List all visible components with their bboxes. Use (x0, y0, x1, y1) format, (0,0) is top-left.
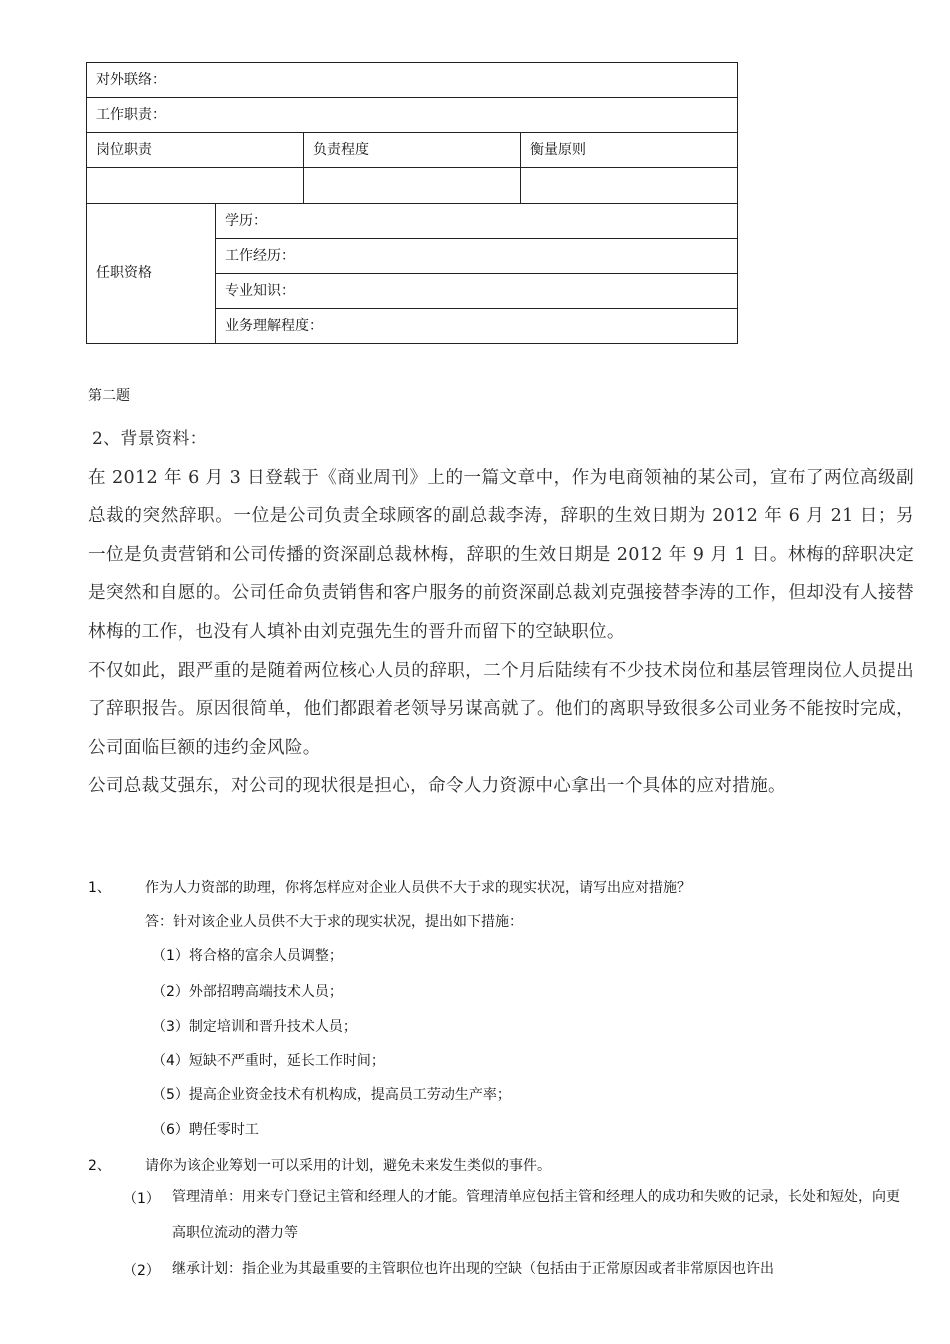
job-description-table (86, 62, 738, 344)
answer-item: （1）将合格的富余人员调整； (152, 948, 343, 964)
plan-number: （1） (123, 1191, 160, 1207)
qualification-experience: 工作经历： (216, 238, 738, 273)
qualification-label-cell: 任职资格 (87, 203, 216, 344)
answer-item: （2）外部招聘高端技术人员； (152, 984, 343, 1000)
question-text: 作为人力资部的助理，你将怎样应对企业人员供不大于求的现实状况，请写出应对措施？ (145, 880, 691, 896)
question-text: 请你为该企业筹划一可以采用的计划，避免未来发生类似的事件。 (145, 1158, 551, 1174)
answer-item: （4）短缺不严重时，延长工作时间； (152, 1053, 385, 1069)
col-responsibility-header: 负责程度 (304, 133, 521, 168)
plan-text: 继承计划：指企业为其最重要的主管职位也许出现的空缺（包括由于正常原因或者非常原因也许出 (172, 1261, 774, 1277)
duties-header-cell: 工作职责： (87, 98, 738, 133)
background-title: 2、背景资料： (92, 429, 207, 449)
background-paragraph: 在 2012 年 6 月 3 日登载于《商业周刊》上的一篇文章中，作为电商领袖的某公司，宣布了两位高级副总裁的突然辞职。一位是公司负责全球顾客的副总裁李涛，辞职的生效日期为 2012 年 6 月 21 日；另一位是负责营销和公司传播的资深副总裁林梅，辞职的生效日期是 2012 年 9 月 1 日。林梅的辞职决定是突然和自愿的。公司任命负责销售和客户服务的前资深副总裁刘克强接替李涛的工作，但却没有人接替林梅的工作，也没有人填补由刘克强先生的晋升而留下的空缺职位。 (88, 467, 914, 642)
section-title: 第二题 (88, 388, 130, 404)
background-paragraph: 不仅如此，跟严重的是随着两位核心人员的辞职，二个月后陆续有不少技术岗位和基层管理岗位人员提出了辞职报告。原因很简单，他们都跟着老领导另谋高就了。他们的离职导致很多公司业务不能按时完成，公司面临巨额的违约金风险。 (88, 660, 914, 758)
plan-text: 管理清单：用来专门登记主管和经理人的才能。管理清单应包括主管和经理人的成功和失败的记录，长处和短处，向更高职位流动的潜力等 (172, 1189, 900, 1241)
background-block (88, 420, 914, 806)
qualification-education: 学历： (216, 203, 738, 238)
qualification-knowledge: 专业知识： (216, 273, 738, 308)
answer-item: （3）制定培训和晋升技术人员； (152, 1019, 357, 1035)
question-number: 2、 (88, 1158, 111, 1174)
answer-item: （5）提高企业资金技术有机构成，提高员工劳动生产率； (152, 1087, 511, 1103)
criteria-empty-cell (521, 168, 738, 203)
responsibility-empty-cell (304, 168, 521, 203)
col-duty-header: 岗位职责 (87, 133, 304, 168)
answer-item: （6）聘任零时工 (152, 1122, 259, 1138)
question-number: 1、 (88, 880, 111, 896)
plan-number: （2） (123, 1263, 160, 1279)
external-contact-cell: 对外联络： (87, 63, 738, 98)
qualification-business-understanding: 业务理解程度： (216, 308, 738, 343)
background-paragraph: 公司总裁艾强东，对公司的现状很是担心，命令人力资源中心拿出一个具体的应对措施。 (88, 776, 786, 797)
col-criteria-header: 衡量原则 (521, 133, 738, 168)
duty-empty-cell (87, 168, 304, 203)
answer-intro: 答：针对该企业人员供不大于求的现实状况，提出如下措施： (145, 914, 523, 930)
